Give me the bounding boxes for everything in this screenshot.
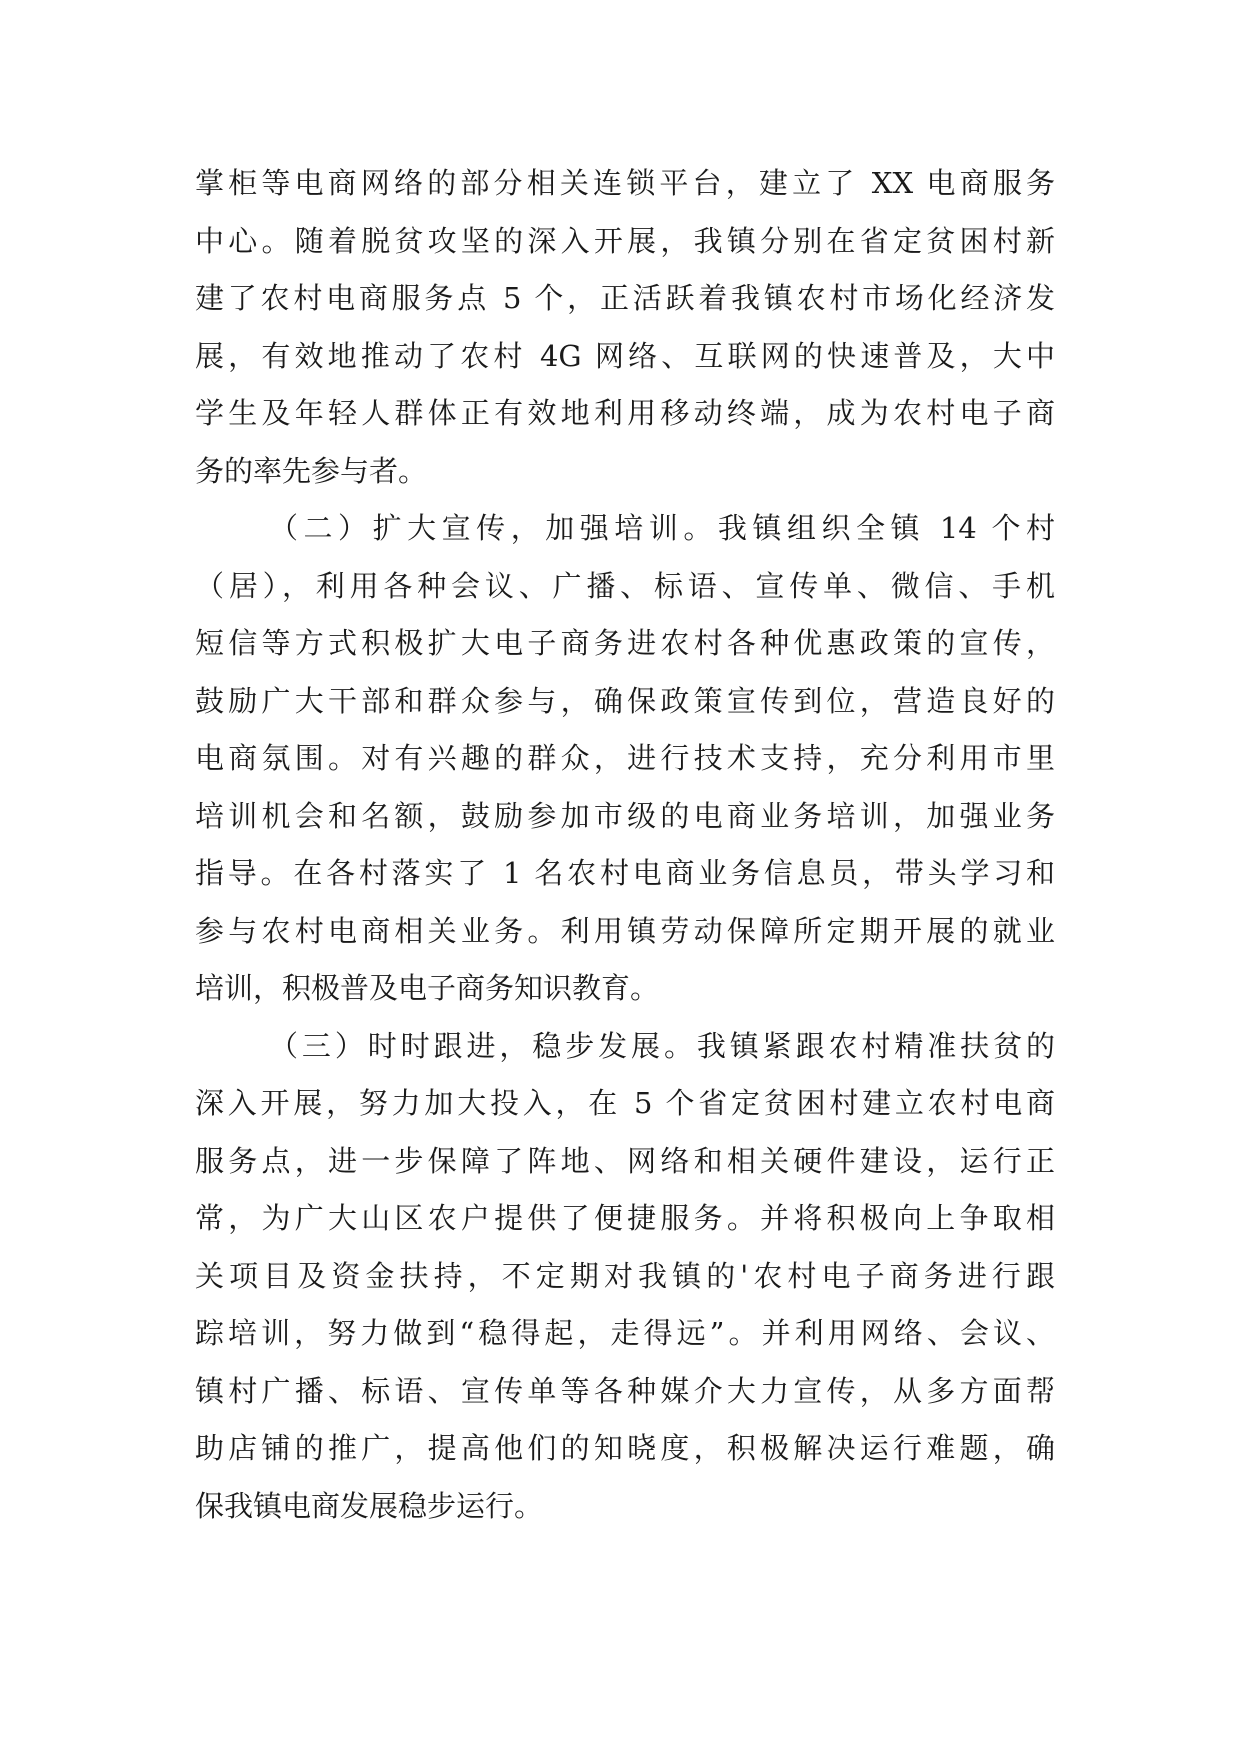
paragraph-line: 建了农村电商服务点 5 个，正活跃着我镇农村市场化经济发 [195, 281, 1055, 315]
paragraph-line: 参与农村电商相关业务。利用镇劳动保障所定期开展的就业 [195, 913, 1055, 948]
paragraph-line: 踪培训，努力做到“稳得起，走得远”。并利用网络、会议、 [195, 1316, 1055, 1350]
paragraph-line: 学生及年轻人群体正有效地利用移动终端，成为农村电子商 [195, 396, 1055, 430]
paragraph-line: 电商氛围。对有兴趣的群众，进行技术支持，充分利用市里 [195, 741, 1055, 775]
paragraph-line: （二）扩大宣传，加强培训。我镇组织全镇 14 个村 [269, 511, 1055, 545]
paragraph-line: 保我镇电商发展稳步运行。 [195, 1488, 544, 1523]
paragraph-line: 展，有效地推动了农村 4G 网络、互联网的快速普及，大中 [195, 338, 1055, 373]
paragraph-line: 关项目及资金扶持，不定期对我镇的'农村电子商务进行跟 [195, 1258, 1055, 1293]
paragraph-line: 务的率先参与者。 [195, 453, 428, 488]
paragraph-line: 培训，积极普及电子商务知识教育。 [195, 971, 660, 1005]
paragraph-line: （三）时时跟进，稳步发展。我镇紧跟农村精准扶贫的 [269, 1028, 1055, 1063]
paragraph-line: 培训机会和名额，鼓励参加市级的电商业务培训，加强业务 [195, 798, 1055, 833]
paragraph-line: 短信等方式积极扩大电子商务进农村各种优惠政策的宣传， [195, 626, 1055, 660]
paragraph-line: 指导。在各村落实了 1 名农村电商业务信息员，带头学习和 [195, 856, 1055, 890]
body-text [195, 155, 1055, 1535]
paragraph-line: 鼓励广大干部和群众参与，确保政策宣传到位，营造良好的 [195, 683, 1055, 718]
paragraph-line: 中心。随着脱贫攻坚的深入开展，我镇分别在省定贫困村新 [195, 223, 1055, 258]
paragraph-line: 镇村广播、标语、宣传单等各种媒介大力宣传，从多方面帮 [195, 1373, 1055, 1408]
paragraph-line: （居），利用各种会议、广播、标语、宣传单、微信、手机 [195, 568, 1055, 603]
paragraph-3 [195, 1018, 1055, 1536]
paragraph-line: 掌柜等电商网络的部分相关连锁平台，建立了 XX 电商服务 [195, 166, 1055, 200]
paragraph-1 [195, 155, 1055, 500]
paragraph-line: 常，为广大山区农户提供了便捷服务。并将积极向上争取相 [195, 1201, 1055, 1235]
paragraph-line: 深入开展，努力加大投入，在 5 个省定贫困村建立农村电商 [195, 1086, 1055, 1120]
paragraph-line: 服务点，进一步保障了阵地、网络和相关硬件建设，运行正 [195, 1143, 1055, 1178]
paragraph-2 [195, 500, 1055, 1018]
paragraph-line: 助店铺的推广，提高他们的知晓度，积极解决运行难题，确 [195, 1431, 1055, 1465]
